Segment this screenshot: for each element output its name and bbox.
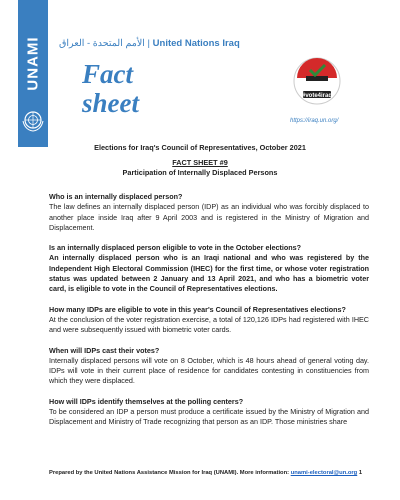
document-title: Elections for Iraq's Council of Representatives, October 2021: [94, 143, 306, 152]
logo-hashtag-text: #vote4iraq: [301, 93, 332, 99]
sidebar-band: [18, 0, 48, 147]
header-english-name: United Nations Iraq: [152, 38, 240, 49]
header-separator: |: [144, 38, 153, 49]
page-number: 1: [358, 470, 363, 476]
header-org-name: [59, 38, 240, 49]
question-1: Who is an internally displaced person?: [49, 192, 183, 201]
question-4: When will IDPs cast their votes?: [49, 345, 160, 355]
question-5: How will IDPs identify themselves at the polling centers?: [49, 396, 244, 406]
question-3: How many IDPs are eligible to vote in this year's Council of Representatives elections?: [49, 304, 346, 314]
answer-4: Internally displaced persons will vote on 8 October, which is 48 hours ahead of general voting day. IDPs will vote in their current place of residence for candidates contesting in constituencies from which they were displaced.: [49, 355, 369, 386]
footer: [49, 470, 369, 476]
fact-sheet-title: [82, 60, 139, 118]
document-subtitle: Participation of Internally Displaced Persons: [122, 168, 278, 177]
fact-sheet-number: [0, 158, 400, 167]
answer-1: The law defines an internally displaced person (IDP) as an individual who was forcibly displaced to another place inside Iraq after 9 April 2003 and is registered in the Ministry of Migration and Displacement.: [49, 202, 369, 232]
answer-5: To be considered an IDP a person must produce a certificate issued by the Ministry of Migration and Displacement and Ministry of Trade recognizing that person as an IDP. Those ministries share: [49, 407, 369, 427]
sidebar-label: UNAMI: [24, 36, 42, 91]
fact-sheet-number-text: FACT SHEET #9: [172, 158, 228, 167]
header-arabic-name: الأمم المتحدة - العراق: [59, 38, 145, 49]
footer-email-link[interactable]: unami-electoral@un.org: [290, 470, 358, 476]
website-link[interactable]: https://iraq.un.org/: [290, 118, 339, 124]
fact-title-line1: Fact: [82, 59, 133, 89]
body-content: [49, 192, 369, 438]
logo-hashtag: [292, 93, 342, 99]
fact-title-line2: sheet: [82, 88, 139, 118]
answer-2: An internally displaced person who is an Iraqi national and who was registered by the Independent High Electoral Commission (IHEC) for the first time, or whose voter registration status was updated between 2 January and 13 April 2021, and who has a biometric voter card, is eligible to vote in the Council of Representatives elections.: [49, 253, 369, 294]
footer-text: Prepared by the United Nations Assistance Mission for Iraq (UNAMI). More information:: [49, 470, 291, 476]
un-emblem-icon: [20, 107, 46, 133]
answer-3: At the conclusion of the voter registration exercise, a total of 120,126 IDPs had registered with IHEC and were subsequently issued with biometric voter cards.: [49, 314, 369, 335]
question-2: Is an internally displaced person eligible to vote in the October elections?: [49, 243, 302, 253]
